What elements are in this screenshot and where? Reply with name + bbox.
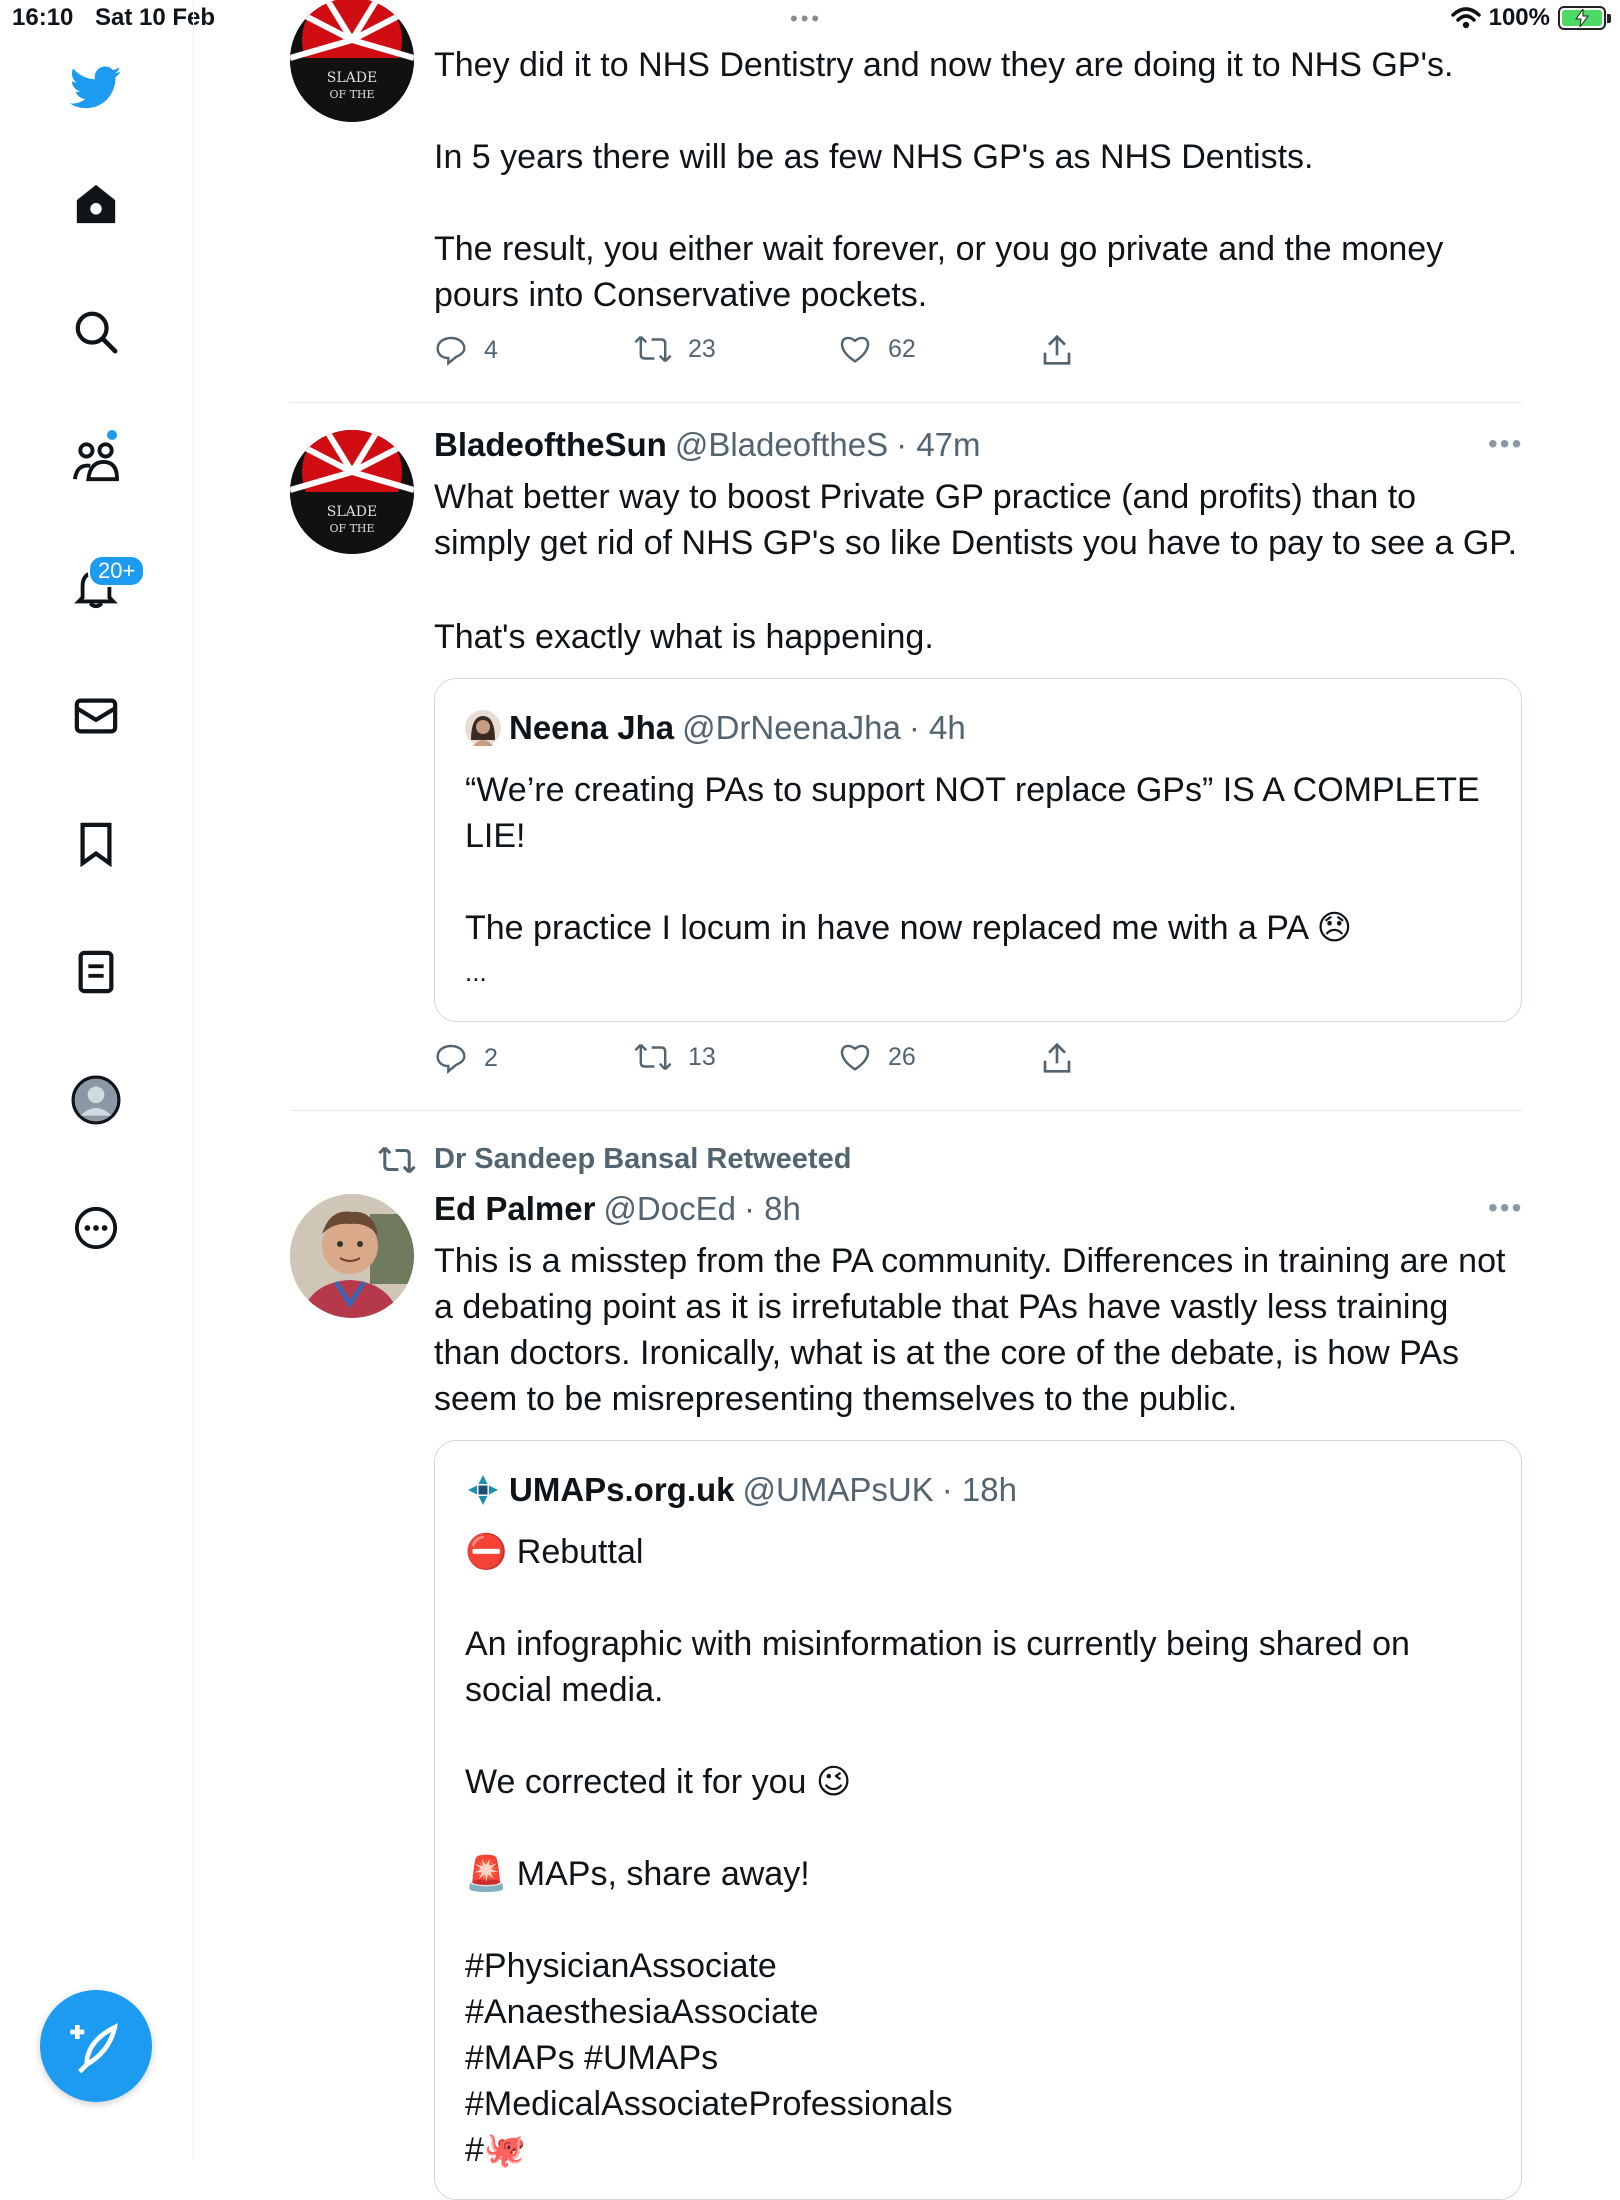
retweet-button[interactable] <box>634 1042 716 1072</box>
share-button[interactable] <box>1042 334 1072 366</box>
like-button[interactable] <box>838 1042 916 1072</box>
status-date: Sat 10 Feb <box>95 4 216 31</box>
notification-badge: 20+ <box>88 555 145 587</box>
reply-count: 4 <box>484 335 498 364</box>
twitter-logo-icon[interactable] <box>70 62 122 114</box>
quote-author-name: UMAPs.org.uk <box>509 1471 735 1508</box>
quote-text-line: social media. <box>465 1671 664 1709</box>
tweet-time[interactable]: · 8h <box>743 1190 801 1227</box>
avatar[interactable] <box>290 0 414 122</box>
retweet-icon <box>378 1145 416 1175</box>
share-icon <box>1042 1042 1072 1074</box>
svg-text:OF THE: OF THE <box>329 88 375 101</box>
avatar[interactable] <box>290 430 414 554</box>
hashtag-line[interactable]: #PhysicianAssociate <box>465 1947 777 1985</box>
quote-header <box>465 709 966 747</box>
more-options-icon[interactable] <box>70 1202 122 1254</box>
quote-text-line: 🚨 MAPs, share away! <box>465 1855 810 1893</box>
quote-time: · 4h <box>908 709 966 746</box>
tweet-header <box>434 1190 801 1228</box>
quote-time: · 18h <box>941 1471 1017 1508</box>
divider <box>290 402 1522 403</box>
tweet-text-line: What better way to boost Private GP practice (and profits) than to <box>434 478 1417 516</box>
tweet-text-line: than doctors. Ironically, what is at the core of the debate, is how PAs <box>434 1334 1459 1372</box>
quote-text-line: The practice I locum in have now replaced me with a PA 😞 <box>465 909 1353 947</box>
like-button[interactable] <box>838 334 916 364</box>
tweet-text-line: This is a misstep from the PA community. Differences in training are not <box>434 1242 1506 1280</box>
reply-icon <box>434 334 468 366</box>
retweeted-by-label: Dr Sandeep Bansal Retweeted <box>434 1143 852 1175</box>
heart-icon <box>838 1042 872 1072</box>
reply-icon <box>434 1042 468 1074</box>
like-count: 62 <box>888 334 916 363</box>
tweet-text-line: a debating point as it is irrefutable that PAs have vastly less training <box>434 1288 1449 1326</box>
quote-text-line: “We’re creating PAs to support NOT replace GPs” IS A COMPLETE <box>465 771 1480 809</box>
quote-text-line: We corrected it for you 😉 <box>465 1763 852 1801</box>
status-bar <box>0 0 1620 40</box>
retweet-icon <box>634 334 672 364</box>
quote-text-line: LIE! <box>465 817 526 855</box>
quoted-tweet[interactable] <box>434 678 1522 1022</box>
tweet-text-line: seem to be misrepresenting themselves to the public. <box>434 1380 1238 1418</box>
share-button[interactable] <box>1042 1042 1072 1074</box>
tweet-text-line: In 5 years there will be as few NHS GP's as NHS Dentists. <box>434 138 1314 176</box>
quote-author-handle: @DrNeenaJha <box>682 709 901 746</box>
tweet-text-line: That's exactly what is happening. <box>434 618 934 656</box>
svg-text:SLADE: SLADE <box>326 70 378 86</box>
author-name[interactable]: Ed Palmer <box>434 1190 596 1227</box>
quote-text-line: An infographic with misinformation is currently being shared on <box>465 1625 1410 1663</box>
svg-text:SLADE: SLADE <box>326 504 378 520</box>
hashtag-line[interactable]: #MAPs #UMAPs <box>465 2039 719 2077</box>
retweet-button[interactable] <box>634 334 716 364</box>
author-name[interactable]: BladeoftheSun <box>434 426 667 463</box>
tweet-text-line: They did it to NHS Dentistry and now they are doing it to NHS GP's. <box>434 46 1454 84</box>
wifi-icon <box>1451 6 1481 30</box>
more-options-icon[interactable]: ••• <box>1488 1192 1524 1223</box>
quote-ellipsis: ... <box>465 957 487 987</box>
battery-percent: 100% <box>1488 4 1550 31</box>
tweet-time[interactable]: · 47m <box>896 426 981 463</box>
tweet-header <box>434 426 981 464</box>
retweet-count: 13 <box>688 1042 716 1071</box>
messages-icon[interactable] <box>70 690 122 742</box>
more-options-icon[interactable]: ••• <box>1488 428 1524 459</box>
search-icon[interactable] <box>70 306 122 358</box>
avatar[interactable] <box>290 1194 414 1318</box>
retweeted-by[interactable] <box>378 1143 851 1176</box>
status-time: 16:10 <box>12 4 74 31</box>
multitask-dots-icon[interactable]: ••• <box>790 6 823 31</box>
avatar <box>465 710 501 746</box>
share-icon <box>1042 334 1072 366</box>
tweet-text-line: The result, you either wait forever, or you go private and the money <box>434 230 1444 268</box>
like-count: 26 <box>888 1042 916 1071</box>
quote-header <box>465 1471 1017 1509</box>
communities-icon[interactable] <box>70 434 122 486</box>
bookmarks-icon[interactable] <box>70 818 122 870</box>
lists-icon[interactable] <box>70 946 122 998</box>
quote-author-name: Neena Jha <box>509 709 675 746</box>
hashtag-line[interactable]: #AnaesthesiaAssociate <box>465 1993 819 2031</box>
hashtag-line[interactable]: #🐙 <box>465 2131 527 2169</box>
reply-button[interactable] <box>434 1042 498 1074</box>
hashtag-line[interactable]: #MedicalAssociateProfessionals <box>465 2085 953 2123</box>
author-handle[interactable]: @DocEd <box>603 1190 736 1227</box>
tweet-actions <box>434 1042 1094 1082</box>
author-handle[interactable]: @BladeoftheS <box>674 426 889 463</box>
retweet-count: 23 <box>688 334 716 363</box>
heart-icon <box>838 334 872 364</box>
tweet-text-line: pours into Conservative pockets. <box>434 276 928 314</box>
side-nav <box>0 0 194 2160</box>
quoted-tweet[interactable] <box>434 1440 1522 2200</box>
quote-text-line: ⛔ Rebuttal <box>465 1533 644 1571</box>
tweet-actions <box>434 334 1094 374</box>
profile-avatar-icon[interactable] <box>70 1074 122 1126</box>
reply-button[interactable] <box>434 334 498 366</box>
divider <box>290 1110 1522 1111</box>
status-right <box>1451 4 1606 32</box>
battery-icon <box>1558 6 1606 30</box>
compose-feather-icon <box>68 2018 124 2074</box>
tweet-text-line: simply get rid of NHS GP's so like Dentists you have to pay to see a GP. <box>434 524 1518 562</box>
home-icon[interactable] <box>70 178 122 230</box>
umaps-logo-icon <box>465 1472 501 1508</box>
svg-text:OF THE: OF THE <box>329 522 375 535</box>
compose-tweet-button[interactable] <box>40 1990 152 2102</box>
quote-author-handle: @UMAPsUK <box>742 1471 934 1508</box>
communities-dot <box>107 430 117 440</box>
reply-count: 2 <box>484 1043 498 1072</box>
retweet-icon <box>634 1042 672 1072</box>
